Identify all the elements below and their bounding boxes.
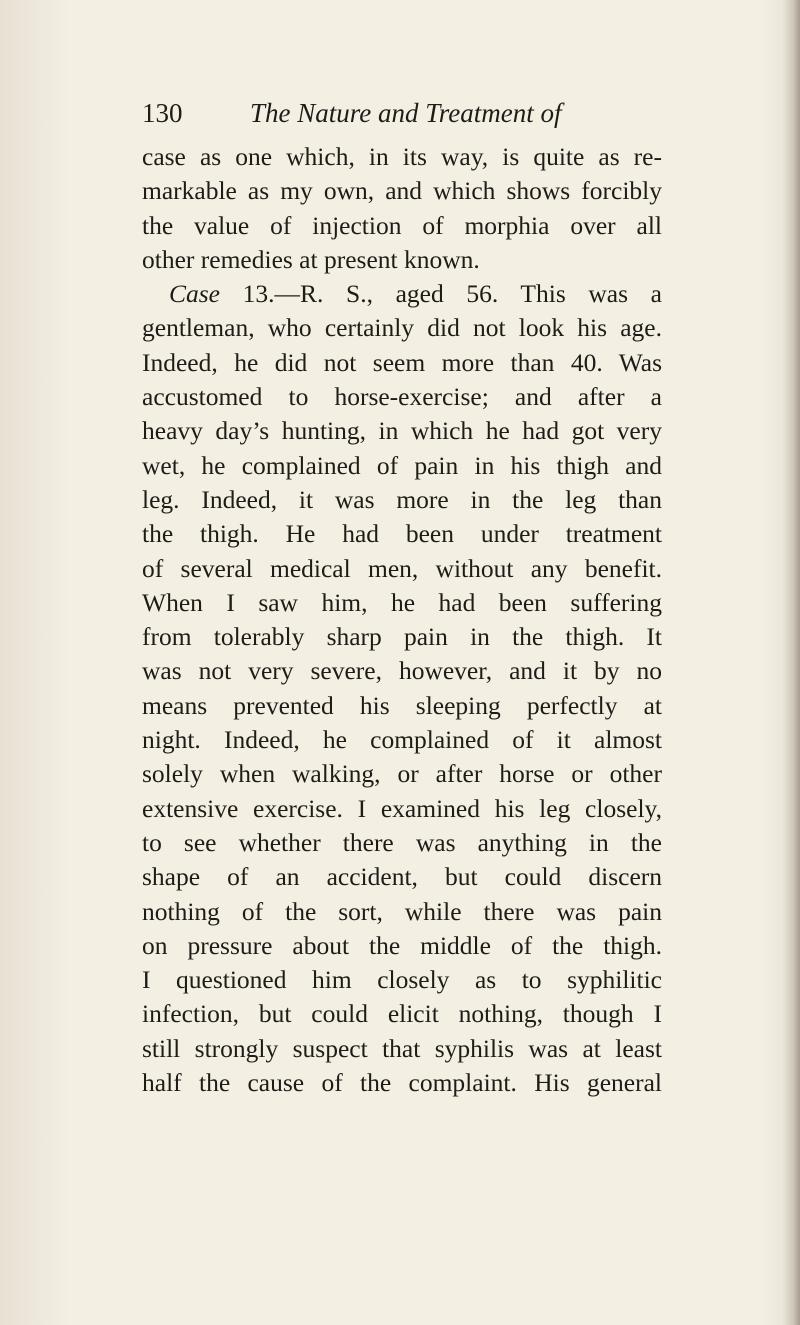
text-line: accustomed to horse-exercise; and after a [142,382,662,412]
body-text [142,140,662,1100]
text-line: shape of an accident, but could discern [142,862,662,892]
case-label: Case [169,279,220,309]
text-line: was not very severe, however, and it by no [142,656,662,686]
text-line: the thigh. He had been under treatment [142,519,662,549]
text-line: other remedies at present known. [142,244,480,274]
text-line: infection, but could elicit nothing, though I [142,999,662,1029]
text-line: I questioned him closely as to syphilitic [142,965,662,995]
text-line: half the cause of the complaint. His general [142,1068,662,1098]
case-heading-line [142,277,662,311]
text-line: night. Indeed, he complained of it almost [142,725,662,755]
text-line: the value of injection of morphia over all [142,210,662,240]
text-line: heavy day’s hunting, in which he had got very [142,416,662,446]
text-line: nothing of the sort, while there was pain [142,896,662,926]
text-line: still strongly suspect that syphilis was at least [142,1033,662,1063]
case-line-rest: 13.—R. S., aged 56. This was a [242,279,662,309]
page-number: 130 [142,98,183,128]
text-line: means prevented his sleeping perfectly at [142,690,662,720]
text-line: leg. Indeed, it was more in the leg than [142,484,662,514]
text-line: case as one which, in its way, is quite as re- [142,142,662,171]
text-line: When I saw him, he had been suffering [142,587,662,617]
running-header [142,93,702,133]
text-line: from tolerably sharp pain in the thigh. It [142,622,662,652]
text-line: markable as my own, and which shows forcibly [142,176,662,206]
text-line: of several medical men, without any benefit. [142,553,662,583]
text-line: wet, he complained of pain in his thigh and [142,450,662,480]
text-line: to see whether there was anything in the [142,827,662,857]
text-line: solely when walking, or after horse or other [142,759,662,789]
text-line: gentleman, who certainly did not look his age. [142,313,662,343]
page-edge-shadow [782,0,800,1325]
text-line: Indeed, he did not seem more than 40. Was [142,347,662,377]
text-line: extensive exercise. I examined his leg closely, [142,793,662,823]
text-line: on pressure about the middle of the thigh. [142,930,662,960]
running-title: The Nature and Treatment of [250,98,562,128]
